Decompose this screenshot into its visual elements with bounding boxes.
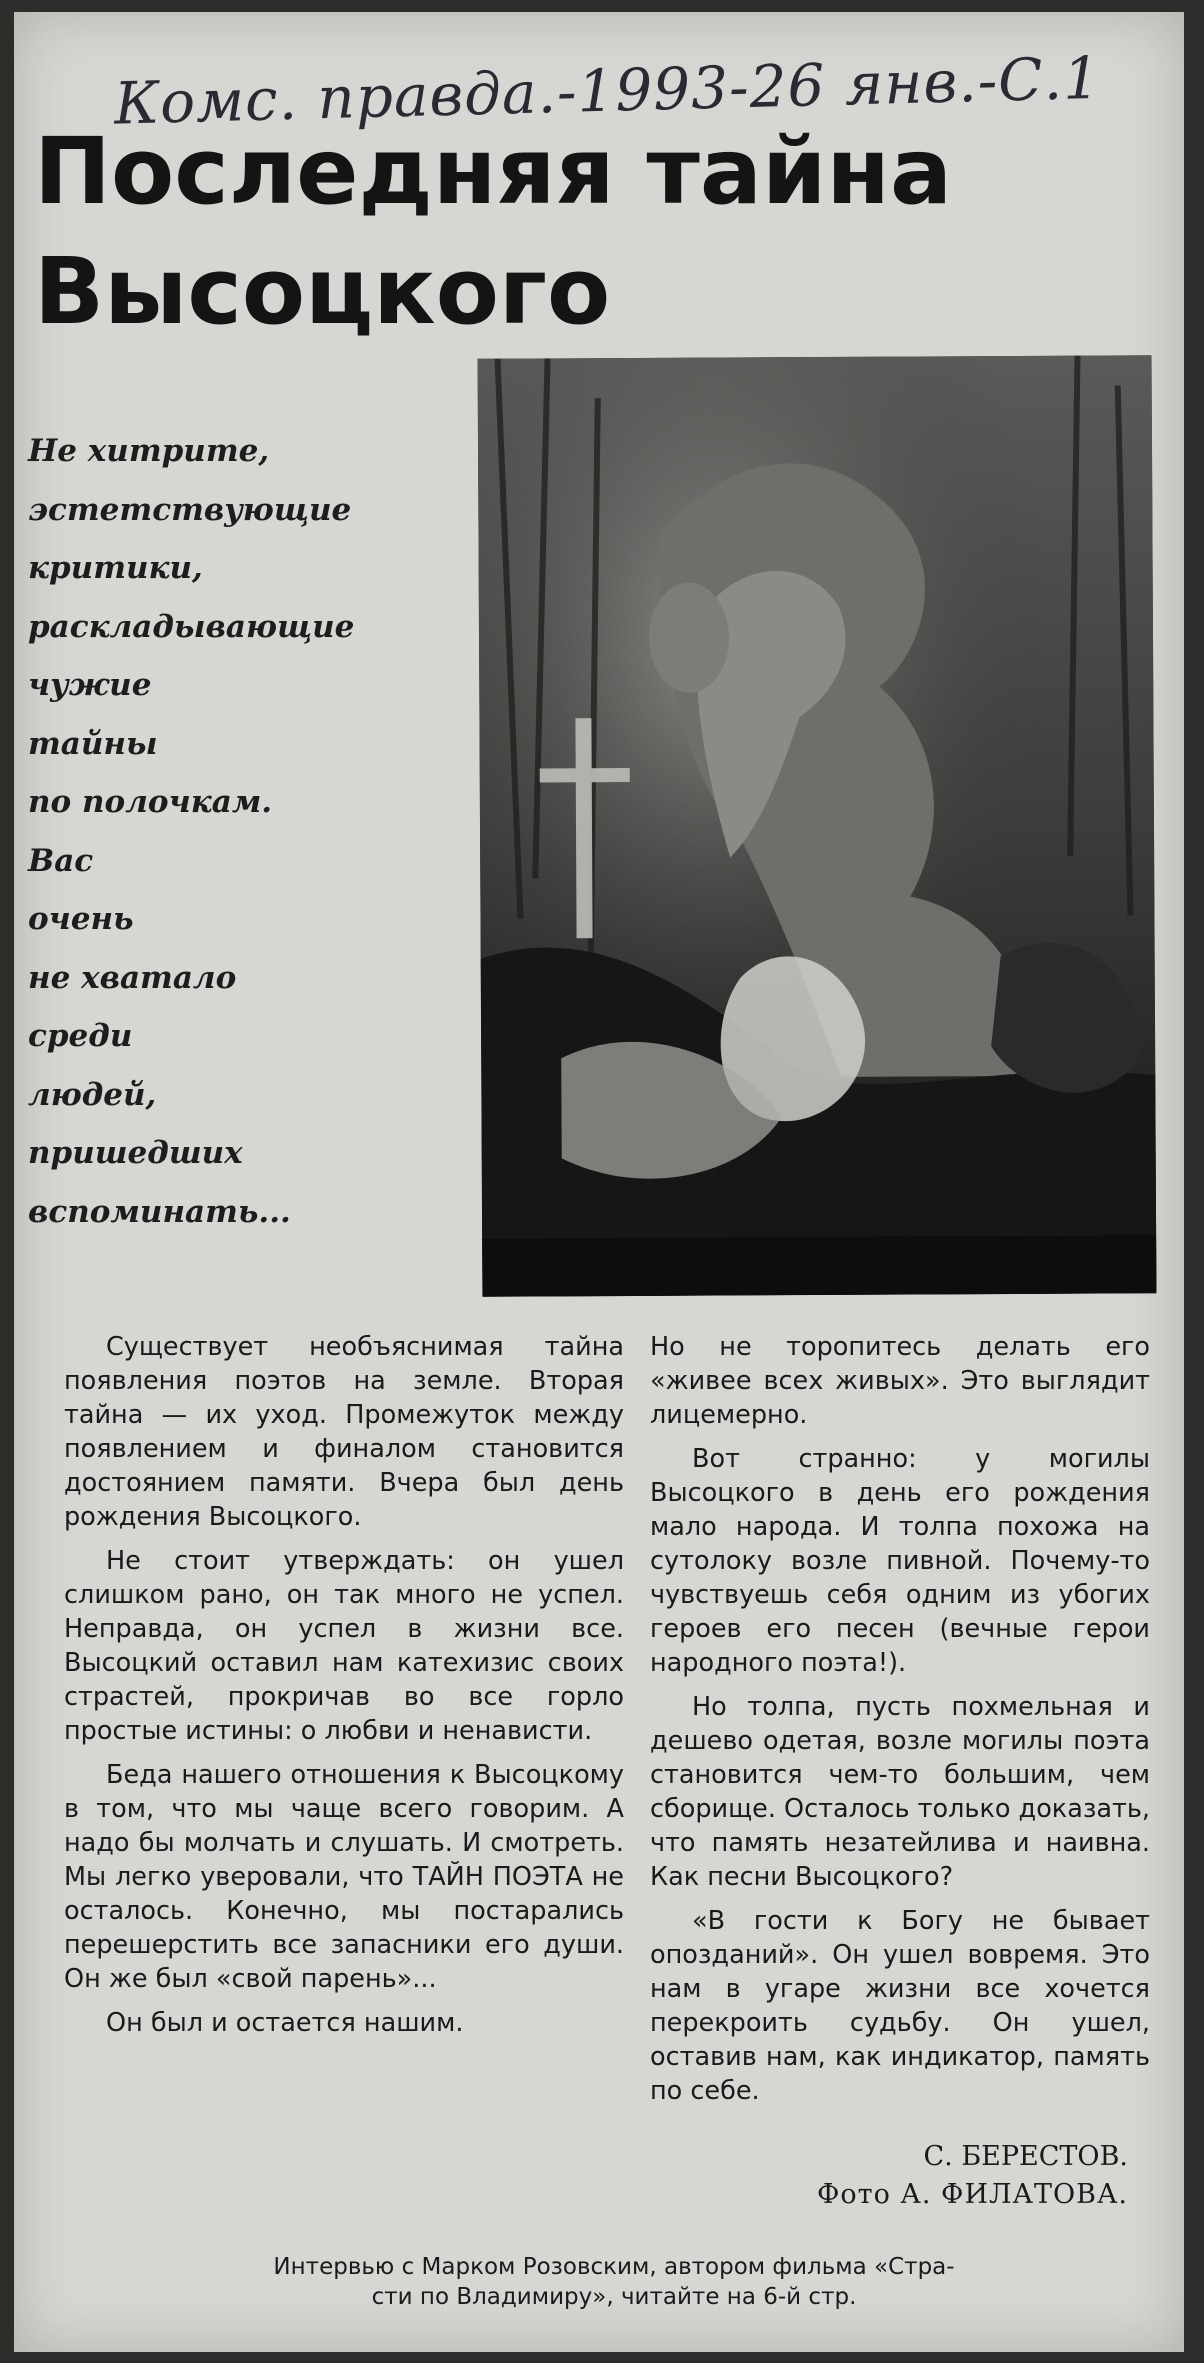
paragraph: Беда нашего отношения к Высоцкому в том, что мы чаще всего говорим. А надо бы молчать и слушать. И смотреть. Мы легко уверовали, что ТАЙН ПОЭТА не осталось. Конечно, мы постарались перешерстить все запасники его души. Он же был «свой парень»...: [64, 1760, 624, 1994]
paragraph: Но не торопитесь делать его «живее всех живых». Это выглядит лицемерно.: [650, 1332, 1150, 1430]
lead-line: критики,: [28, 550, 203, 586]
byline: [817, 2138, 1128, 2214]
lead-line: людей,: [28, 1076, 157, 1113]
photo-image: [478, 355, 1157, 1297]
lead-line: не хватало: [28, 959, 237, 996]
paragraph: Он был и остается нашим.: [106, 2008, 464, 2038]
newspaper-clipping: [14, 12, 1184, 2352]
footer-line-1: Интервью с Марком Розовским, автором фильма «Стра-: [273, 2254, 955, 2280]
lead-line: вспоминать...: [28, 1193, 291, 1230]
paragraph: Существует необъяснимая тайна появления поэтов на земле. Вторая тайна — их уход. Промежуток между появлением и финалом становится достоянием памяти. Вчера был день рождения Высоцкого.: [64, 1332, 624, 1532]
author-name: С. БЕРЕСТОВ.: [923, 2141, 1128, 2172]
paragraph: Вот странно: у могилы Высоцкого в день его рождения мало народа. И толпа похожа на сутолоку возле пивной. Почему-то чувствуешь себя одним из убогих героев его песен (вечные герои народного поэта!).: [650, 1444, 1150, 1678]
lead-line: тайны: [28, 725, 158, 762]
lead-line: эстетствующие: [28, 491, 352, 528]
paragraph: Не стоит утверждать: он ушел слишком рано, он так много не успел. Неправда, он успел в жизни все. Высоцкий оставил нам катехизис своих страстей, прокричав во все горло простые истины: о любви и ненависти.: [64, 1546, 624, 1746]
handwritten-source-note: Комс. правда.-1993-26 янв.-С.1: [113, 43, 1102, 138]
lead-poem: [28, 422, 458, 1241]
grave-monument-photo: [478, 355, 1157, 1297]
headline: [34, 112, 1094, 352]
lead-line: Не хитрите,: [28, 433, 270, 469]
lead-line: Вас: [28, 842, 94, 879]
paragraph: «В гости к Богу не бывает опозданий». Он ушел вовремя. Это нам в угаре жизни все хочется перекроить судьбу. Он ушел, оставив нам, как индикатор, память по себе.: [650, 1906, 1150, 2106]
lead-line: очень: [28, 901, 134, 937]
footer-reference: [74, 2252, 1154, 2312]
photo-credit: Фото А. ФИЛАТОВА.: [816, 2179, 1128, 2210]
article-column-left: [64, 1330, 624, 2050]
lead-line: чужие: [28, 667, 152, 703]
lead-line: раскладывающие: [28, 608, 355, 645]
headline-line-2: Высоцкого: [34, 238, 611, 345]
lead-line: пришедших: [28, 1135, 243, 1171]
headline-line-1: Последняя тайна: [34, 118, 953, 225]
paragraph: Но толпа, пусть похмельная и дешево одетая, возле могилы поэта становится чем-то большим, чем сборище. Осталось только доказать, что память незатейлива и наивна. Как песни Высоцкого?: [650, 1692, 1150, 1892]
lead-line: по полочкам.: [28, 784, 273, 820]
article-column-right: [650, 1330, 1150, 2118]
footer-line-2: сти по Владимиру», читайте на 6-й стр.: [371, 2284, 857, 2310]
lead-line: среди: [28, 1018, 133, 1054]
